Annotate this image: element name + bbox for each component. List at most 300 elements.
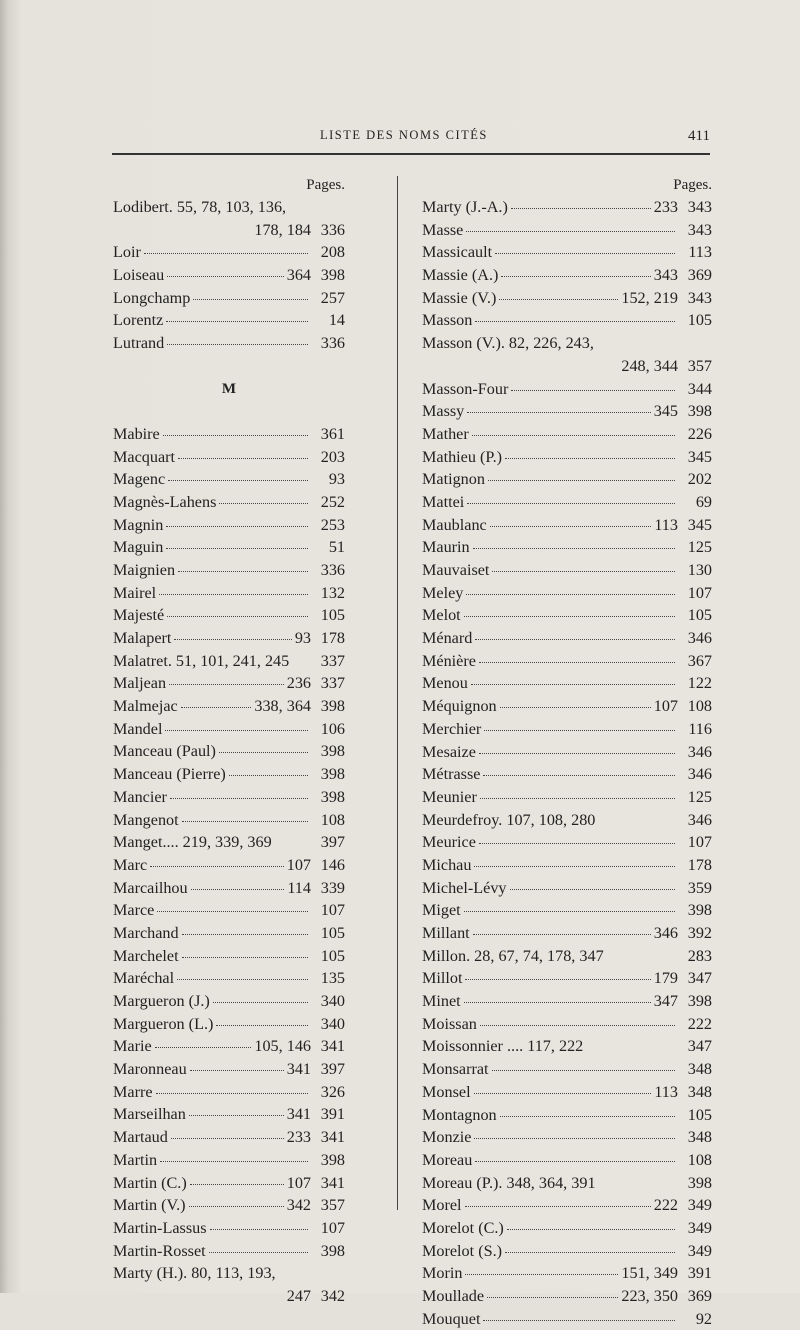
index-entry (113, 967, 345, 990)
entry-page-number: 349 (687, 1218, 712, 1237)
index-entry (422, 196, 712, 219)
index-entry (422, 536, 712, 559)
entry-page-number: 105 (687, 1105, 712, 1124)
index-entry (113, 468, 345, 491)
entry-name: Maurin (422, 538, 470, 557)
index-entry (422, 990, 712, 1013)
entry-name: Maljean (113, 674, 167, 693)
index-entry (113, 491, 345, 514)
entry-name: Malapert (113, 629, 172, 647)
dot-leader (466, 230, 675, 232)
entry-page-number: 341 (320, 1128, 345, 1147)
entry-name: Massie (A.) (422, 266, 499, 285)
index-entry (422, 1172, 712, 1195)
entry-page-number: 398 (687, 402, 712, 421)
entry-name: Martin-Lassus (113, 1218, 207, 1237)
dot-leader (465, 1205, 651, 1207)
dot-leader (483, 774, 675, 776)
dot-leader (174, 638, 291, 640)
entry-page-number: 369 (687, 1287, 712, 1305)
index-column-right (422, 174, 712, 1330)
entry-page-number: 343 (687, 288, 712, 307)
entry-name: Monzie (422, 1128, 472, 1147)
entry-page-number: 398 (320, 697, 345, 716)
index-entry (113, 309, 345, 332)
index-entry (422, 922, 712, 945)
index-entry (113, 1262, 345, 1285)
dot-leader (487, 1296, 618, 1298)
entry-page-number: 367 (687, 651, 712, 670)
index-entry (422, 1308, 712, 1330)
index-entry (422, 1217, 712, 1240)
dot-leader (425, 367, 618, 368)
dot-leader (219, 751, 308, 753)
entry-page-number: 337 (320, 651, 345, 670)
entry-page-number: 105 (320, 606, 345, 625)
entry-page-number: 391 (320, 1105, 345, 1124)
dot-leader (475, 638, 675, 640)
entry-page-number: 349 (687, 1196, 712, 1215)
entry-page-number: 106 (320, 719, 345, 738)
dot-leader (182, 956, 308, 958)
entry-page-number: 398 (687, 1173, 712, 1192)
entry-pages: 233 (286, 1128, 311, 1147)
entry-name: Meurdefroy. 107, 108, 280 (422, 810, 596, 829)
entry-name: Monsarrat (422, 1060, 489, 1079)
entry-page-number: 345 (687, 447, 712, 466)
entry-name: Magnès-Lahens (113, 492, 217, 511)
index-entry (113, 763, 345, 786)
dot-leader (479, 842, 675, 844)
dot-leader (507, 1228, 675, 1230)
entry-page-number: 105 (687, 311, 712, 330)
entry-name: Ménière (422, 651, 476, 670)
index-entry (422, 309, 712, 332)
entry-name: Massie (V.) (422, 288, 497, 307)
entry-page-number: 108 (320, 810, 345, 829)
index-entry (422, 1104, 712, 1127)
dot-leader (166, 320, 308, 322)
entry-name: Mesaize (422, 742, 476, 761)
entry-pages: 341 (286, 1105, 311, 1124)
entry-name: Morin (422, 1264, 463, 1283)
dot-leader (171, 1137, 284, 1139)
index-entry (113, 854, 345, 877)
index-entry (113, 423, 345, 446)
entry-page-number: 348 (687, 1060, 712, 1079)
dot-leader (144, 252, 308, 254)
dot-leader (190, 1183, 284, 1185)
entry-name: Montagnon (422, 1105, 497, 1124)
index-entry (422, 400, 712, 423)
dot-leader (466, 593, 675, 595)
entry-page-number: 178 (687, 855, 712, 874)
entry-page-number: 369 (687, 266, 712, 285)
dot-leader (510, 888, 675, 890)
dot-leader (182, 820, 308, 822)
dot-leader (475, 320, 675, 322)
entry-pages: 222 (653, 1196, 678, 1215)
index-entry (422, 1081, 712, 1104)
entry-page-number: 107 (320, 1218, 345, 1237)
index-list-l (113, 196, 345, 355)
entry-name: Maignien (113, 560, 176, 579)
index-entry (113, 1149, 345, 1172)
entry-page-number: 343 (687, 198, 712, 216)
entry-page-number: 398 (320, 742, 345, 761)
entry-page-number: 203 (320, 447, 345, 466)
entry-name: Martin (V.) (113, 1196, 186, 1215)
index-entry (113, 1126, 345, 1149)
entry-page-number: 326 (320, 1082, 345, 1101)
entry-page-number: 178 (320, 629, 345, 647)
entry-page-number: 346 (687, 742, 712, 761)
entry-page-number: 122 (687, 674, 712, 693)
entry-pages: 113 (654, 515, 678, 534)
dot-leader (170, 797, 308, 799)
dot-leader (193, 298, 308, 300)
entry-name: Moissonnier .... 117, 222 (422, 1037, 584, 1056)
dot-leader (505, 1251, 675, 1253)
entry-name: Merchier (422, 719, 482, 738)
index-entry (422, 446, 712, 469)
entry-page-number: 398 (320, 1150, 345, 1169)
dot-leader (479, 661, 675, 663)
entry-page-number: 105 (320, 923, 345, 942)
index-entry (113, 604, 345, 627)
dot-leader (480, 797, 675, 799)
entry-name: Mathieu (P.) (422, 447, 503, 466)
index-entry (422, 695, 712, 718)
entry-name: Marseilhan (113, 1105, 186, 1124)
index-entry (422, 604, 712, 627)
index-entry (113, 1285, 345, 1308)
entry-name: Longchamp (113, 288, 191, 307)
dot-leader (500, 706, 651, 708)
entry-page-number: 146 (320, 855, 345, 874)
index-entry (113, 559, 345, 582)
dot-leader (471, 683, 675, 685)
index-entry (422, 809, 712, 832)
header-rule (112, 153, 710, 155)
index-entry (113, 1103, 345, 1126)
dot-leader (495, 252, 675, 254)
dot-leader (156, 1092, 308, 1094)
entry-name: Marc (113, 855, 148, 874)
entry-name: Massicault (422, 243, 493, 262)
entry-page-number: 346 (687, 810, 712, 829)
entry-page-number: 346 (687, 765, 712, 784)
entry-page-number: 359 (687, 878, 712, 897)
entry-page-number: 341 (320, 1173, 345, 1192)
entry-pages: 107 (286, 1173, 311, 1192)
index-entry (113, 1013, 345, 1036)
index-entry (113, 514, 345, 537)
entry-page-number: 398 (320, 787, 345, 806)
dot-leader (167, 615, 308, 617)
entry-name: Loir (113, 243, 141, 262)
entry-pages: 248, 344 (621, 356, 678, 375)
entry-name: Mauvaiset (422, 561, 490, 579)
entry-pages: 105, 146 (254, 1037, 311, 1056)
entry-pages: 152, 219 (621, 288, 678, 307)
entry-page-number: 337 (320, 674, 345, 693)
entry-pages: 364 (286, 266, 311, 285)
index-entry (422, 1285, 712, 1308)
dot-leader (166, 525, 308, 527)
entry-name: Lutrand (113, 334, 165, 353)
entry-pages: 178, 184 (254, 220, 311, 239)
entry-name: Mabire (113, 424, 160, 443)
entry-page-number: 116 (688, 719, 712, 738)
dot-leader (586, 1047, 675, 1048)
dot-leader (464, 1001, 651, 1003)
entry-name: Maréchal (113, 969, 175, 988)
dot-leader (157, 910, 308, 912)
entry-page-number: 93 (328, 470, 345, 489)
dot-leader (182, 933, 308, 935)
dot-leader (484, 729, 675, 731)
dot-leader (155, 1046, 252, 1048)
entry-name: Millon. 28, 67, 74, 178, 347 (422, 946, 604, 965)
entry-name: Manget.... 219, 339, 369 (113, 833, 272, 852)
dot-leader (511, 207, 651, 209)
entry-pages: 223, 350 (621, 1287, 678, 1305)
entry-name: Millot (422, 969, 463, 988)
dot-leader (166, 547, 308, 549)
index-entry (422, 627, 712, 650)
index-entry (422, 423, 712, 446)
index-entry (113, 786, 345, 809)
entry-page-number: 105 (687, 606, 712, 625)
entry-page-number: 125 (687, 538, 712, 557)
index-entry (113, 196, 345, 219)
entry-name: Moreau (P.). 348, 364, 391 (422, 1173, 596, 1192)
entry-page-number: 283 (687, 946, 712, 965)
dot-leader (191, 888, 285, 890)
index-entry (422, 582, 712, 605)
index-entry (422, 241, 712, 264)
entry-page-number: 253 (320, 515, 345, 534)
dot-leader (210, 1228, 308, 1230)
entry-page-number: 345 (687, 515, 712, 534)
dot-leader (181, 706, 252, 708)
index-entry (422, 899, 712, 922)
entry-page-number: 347 (687, 969, 712, 988)
entry-name: Métrasse (422, 765, 481, 784)
entry-page-number: 51 (328, 538, 345, 557)
entry-name: Miget (422, 901, 461, 920)
entry-pages: 107 (286, 855, 311, 874)
entry-pages: 93 (294, 629, 311, 647)
entry-page-number: 398 (687, 901, 712, 920)
dot-leader (189, 1205, 284, 1207)
index-entry (422, 219, 712, 242)
dot-leader (178, 457, 308, 459)
entry-page-number: 135 (320, 969, 345, 988)
entry-pages: 114 (287, 878, 311, 897)
entry-name: Monsel (422, 1082, 471, 1101)
index-entry (113, 1081, 345, 1104)
entry-page-number: 208 (320, 243, 345, 262)
dot-leader (167, 343, 308, 345)
entry-name: Malatret. 51, 101, 241, 245 (113, 651, 290, 670)
entry-name: Marty (J.-A.) (422, 198, 508, 216)
dot-leader (177, 978, 308, 980)
entry-name: Marce (113, 901, 155, 920)
entry-pages: 179 (653, 969, 678, 988)
entry-name: Majesté (113, 606, 165, 625)
dot-leader (501, 275, 650, 277)
entry-name: Marchelet (113, 946, 179, 965)
index-entry (422, 945, 712, 968)
entry-name: Marie (113, 1037, 152, 1056)
entry-page-number: 349 (687, 1241, 712, 1260)
dot-leader (150, 865, 284, 867)
dot-leader (229, 774, 308, 776)
entry-name: Melot (422, 606, 461, 625)
section-letter: M (221, 380, 237, 397)
entry-name: Meley (422, 583, 464, 602)
entry-name: Magnin (113, 515, 164, 534)
dot-leader (159, 593, 308, 595)
dot-leader (279, 1274, 308, 1275)
entry-page-number: 348 (687, 1082, 712, 1101)
entry-name: Mattei (422, 492, 465, 511)
index-entry (422, 559, 712, 582)
entry-name: Mancier (113, 787, 167, 806)
index-entry (113, 990, 345, 1013)
entry-page-number: 357 (687, 356, 712, 375)
dot-leader (597, 344, 675, 345)
entry-name: Moreau (422, 1150, 473, 1169)
index-entry (113, 287, 345, 310)
dot-leader (116, 1297, 284, 1298)
entry-page-number: 107 (687, 833, 712, 852)
dot-leader (511, 389, 675, 391)
entry-name: Maronneau (113, 1060, 187, 1079)
entry-pages: 151, 349 (621, 1264, 678, 1283)
dot-leader (598, 821, 675, 822)
index-list-m-continued (422, 196, 712, 1330)
entry-name: Manceau (Pierre) (113, 765, 226, 784)
pages-label: Pages. (673, 177, 712, 193)
entry-name: Morelot (C.) (422, 1218, 504, 1237)
entry-name: Méquignon (422, 697, 497, 716)
entry-page-number: 344 (687, 379, 712, 398)
index-entry (113, 809, 345, 832)
dot-leader (480, 1024, 675, 1026)
index-entry (113, 1035, 345, 1058)
entry-page-number: 226 (687, 424, 712, 443)
entry-name: Marchand (113, 923, 179, 942)
entry-name: Martin (C.) (113, 1173, 187, 1192)
entry-name: Masson (422, 311, 473, 330)
entry-name: Mandel (113, 719, 163, 738)
entry-pages: 236 (286, 674, 311, 693)
index-entry (422, 763, 712, 786)
index-entry (113, 1058, 345, 1081)
entry-page-number: 357 (320, 1196, 345, 1215)
entry-name: Macquart (113, 447, 176, 466)
index-entry (422, 1126, 712, 1149)
index-entry (113, 241, 345, 264)
dot-leader (289, 208, 308, 209)
index-entry (113, 1217, 345, 1240)
entry-page-number: 343 (687, 220, 712, 239)
entry-page-number: 92 (695, 1309, 712, 1328)
index-entry (422, 1240, 712, 1263)
entry-name: Marcailhou (113, 878, 188, 897)
entry-name: Mouquet (422, 1309, 481, 1328)
index-entry (422, 672, 712, 695)
entry-page-number: 398 (687, 992, 712, 1011)
entry-page-number: 14 (328, 311, 345, 330)
entry-name: Michel-Lévy (422, 878, 507, 897)
page-number: 411 (688, 128, 710, 144)
dot-leader (492, 570, 675, 572)
dot-leader (465, 978, 650, 980)
entry-pages: 247 (286, 1286, 311, 1305)
entry-page-number: 336 (320, 220, 345, 239)
entry-name: Mangenot (113, 810, 179, 829)
dot-leader (599, 1184, 675, 1185)
index-entry (422, 741, 712, 764)
entry-name: Minet (422, 992, 461, 1011)
entry-name: Morel (422, 1196, 462, 1215)
index-entry (422, 1149, 712, 1172)
entry-name: Meunier (422, 787, 477, 806)
entry-pages: 342 (286, 1196, 311, 1215)
entry-name: Martaud (113, 1128, 168, 1147)
entry-name: Mairel (113, 583, 157, 602)
dot-leader (488, 479, 675, 481)
index-entry (113, 627, 345, 650)
dot-leader (473, 547, 675, 549)
entry-pages: 347 (653, 992, 678, 1011)
entry-name: Masse (422, 220, 464, 239)
entry-page-number: 398 (320, 266, 345, 285)
entry-page-number: 340 (320, 992, 345, 1010)
dot-leader (189, 1114, 284, 1116)
dot-leader (292, 662, 308, 663)
entry-page-number: 340 (320, 1014, 345, 1033)
entry-page-number: 397 (320, 1060, 345, 1079)
dot-leader (474, 865, 675, 867)
entry-pages: 338, 364 (254, 697, 311, 716)
index-entry (113, 219, 345, 242)
entry-pages: 346 (653, 924, 678, 942)
entry-pages: 341 (286, 1060, 311, 1079)
entry-page-number: 336 (320, 334, 345, 353)
entry-page-number: 339 (320, 878, 345, 897)
index-column-left (113, 174, 345, 1308)
index-entry (113, 1194, 345, 1217)
index-entry (422, 650, 712, 673)
index-entry (422, 332, 712, 355)
dot-leader (464, 910, 675, 912)
index-entry (113, 1172, 345, 1195)
dot-leader (165, 729, 308, 731)
index-entry (113, 672, 345, 695)
entry-page-number: 342 (320, 1286, 345, 1305)
dot-leader (499, 298, 618, 300)
dot-leader (178, 570, 308, 572)
entry-page-number: 108 (687, 697, 712, 716)
entry-page-number: 336 (320, 560, 345, 579)
index-entry (422, 491, 712, 514)
entry-page-number: 398 (320, 1241, 345, 1260)
